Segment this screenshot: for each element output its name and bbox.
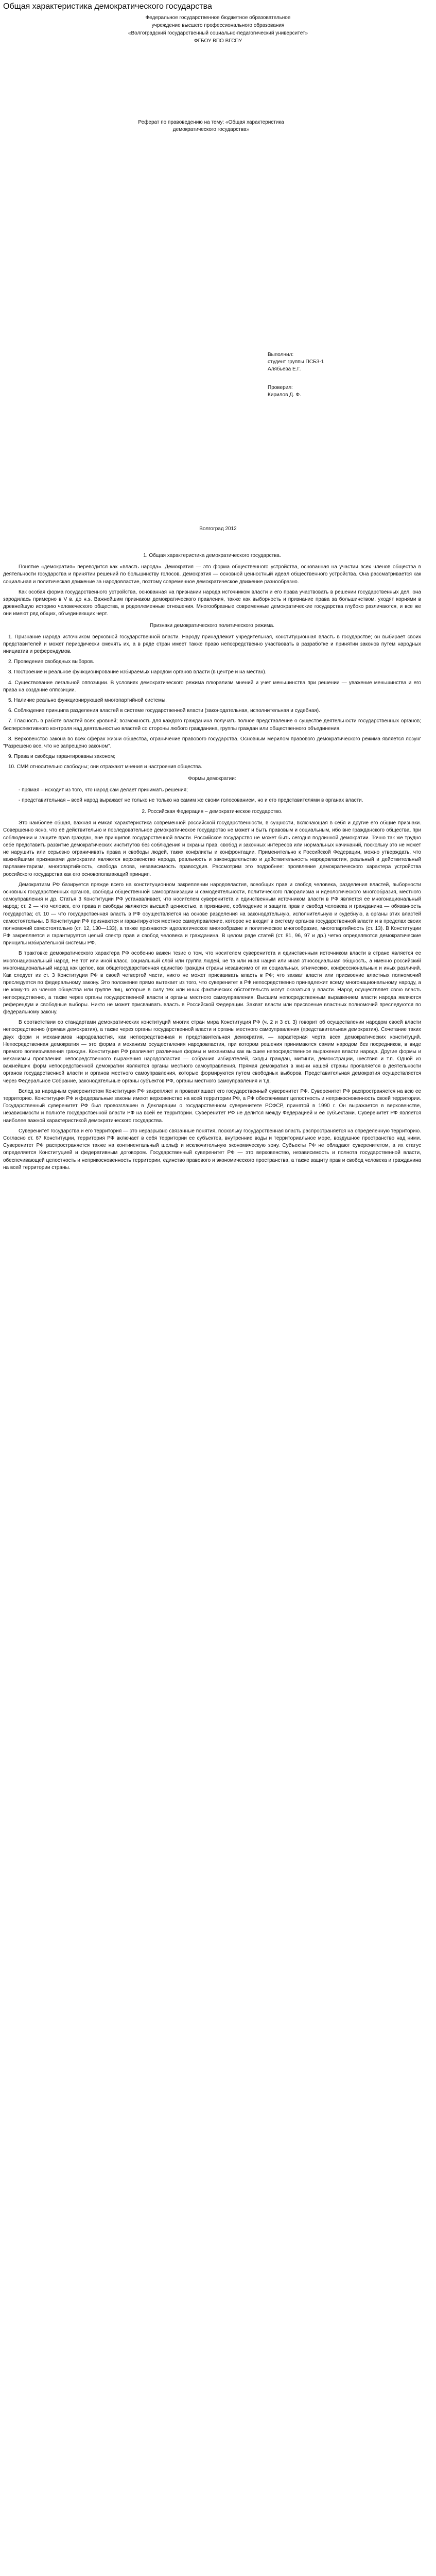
- paragraph: Вслед за народным суверенитетом Конституция РФ закрепляет и провозглашает его государственный суверенитет РФ. Суверенитет РФ распространяется на всю ее территорию. Конституция РФ и федеральные законы имеют верховенство на всей территории РФ, а РФ обеспечивает целостность и неприкосновенность своей территории. Государственный суверенитет РФ был провозглашен в Декларации о государственном суверенитете РСФСР, принятой в 1990 г. Он выражается в верховенстве, независимости и полноте государственной власти РФ на всей ее территории. Суверенитет РФ не делится между Федерацией и ее субъектами. Суверенитет РФ является наиболее важной характеристикой демократического государства.: [3, 1088, 421, 1124]
- header-line: «Волгоградский государственный социально-педагогический университет»: [128, 30, 308, 36]
- list-item: 7. Гласность в работе властей всех уровней; возможность для каждого гражданина получать полное представление о существе деятельности государственных органов; бесперспективного контроля над деятельностью властей со стороны любого гражданина, группы граждан или общественного объединения.: [3, 718, 421, 732]
- list-item: 3. Построение и реальное функционирование избираемых народом органов власти (в центре и на местах).: [8, 669, 267, 675]
- paragraph: Это наиболее общая, важная и емкая характеристика современной российской государственности, в сущности, включающая в себя и другие его общие признаки. Совершенно ясно, что её действительно и последовательное демократическое государство не может и быть правовым и социальным, ибо вне гражданского общества, при соблюдении и защите прав граждан, вне принципов государственной власти. Российское государство не может быть сегодня подлинной демократии. Точно так же трудно себе представить развитие демократических институтов без соблюдения и охраны прав, свобод и законных интересов или нормальных начинаний, поскольку это не может не нарушить или серьезно ограничивать права и свободы людей, таких конфликты и конфронтации. Применительно к Российской Федерации, можно утверждать, что важнейшими признаками демократии являются верховенство народа, реальность и законодательство и действительность народовластия, реальный и действительный парламентаризм, многопартийность, свобода слова, независимость правосудия. Рассмотрим это подробнее: проявление демократического характера устройства российского государства как его основополагающий принцип.: [3, 820, 421, 877]
- header-line: учреждение высшего профессионального образования: [151, 23, 285, 28]
- list-item: 9. Права и свободы гарантированы законом;: [8, 754, 116, 760]
- list-item: 2. Проведение свободных выборов.: [8, 659, 94, 665]
- performer-group: студент группы ПСБЗ-1: [268, 359, 324, 365]
- list-item: 6. Соблюдение принципа разделения властей в системе государственной власти (законодательная, исполнительная и судебная).: [8, 708, 320, 714]
- section-heading: Формы демократии:: [188, 775, 236, 782]
- list-item: 4. Существование легальной оппозиции. В условиях демократического режима плюрализм мнений и учет меньшинства при решении — уважение меньшинства и его права на создание оппозиции.: [3, 680, 421, 693]
- document-title: Общая характеристика демократического государства: [3, 2, 212, 11]
- checker-block: [268, 384, 301, 399]
- section-heading: 1. Общая характеристика демократического государства.: [143, 553, 281, 558]
- paragraph: Как особая форма государственного устройства, основанная на признании народа источником власти и его права участвовать в решении государственных дел, она зародилась примерно в V в. до н.э. Важнейшим признаком демократического правления, также как выборность и признание права за большинством, уходят корнями в древнейшую историю человеческого общества, в родоплеменные отношения. Многообразные современные демократические государства глубоко различаются, и все же они имеют ряд общих, объединяющих черт.: [3, 589, 421, 617]
- checker-name: Кирилов Д. Ф.: [268, 392, 301, 398]
- paragraph: Понятие «демократия» переводится как «власть народа». Демократия — это форма общественного устройства, основанная на участии всех членов общества в деятельности государства и принятии решений по большинству голосов. Демократия — основной ценностный идеал общественного устройства. Она рассматривается как социальная и политическая движение за народовластие, поэтому современное демократическое движение разнообразно.: [3, 564, 421, 585]
- body-text: [3, 548, 421, 1175]
- paragraph: - прямая – исходит из того, что народ сам делает принимать решения;: [19, 787, 188, 793]
- header-line: Федеральное государственное бюджетное образовательное: [145, 15, 291, 21]
- institution-header: [0, 14, 436, 45]
- section-heading: 2. Российская Федерация – демократическое государство.: [142, 809, 283, 815]
- paragraph: Демократизм РФ базируется прежде всего на конституционном закреплении народовластия, всеобщих прав и свобод человека, разделения властей, выборности основных государственных органов, свободы общественной самоорганизации и самодеятельности, политического плюрализма и идеологического многообразия, местного самоуправления и др. Статья 3 Конституции РФ устанавливает, что носителем суверенитета и единственным источником власти в РФ является ее многонациональный народ; ст. 2 — что человек, его права и свободы являются высшей ценностью, а признание, соблюдение и защита прав и свобод человека и гражданина — обязанность государства; ст. 10 — что государственная власть в РФ осуществляется на основе разделения на законодательную, исполнительную и судебную, а органы этих властей самостоятельны. В Конституции РФ признаются и гарантируются местное самоуправление, которое не входит в систему органов государственной власти и в пределах своих полномочий самостоятельно (ст. 12, 130—133), а также признаются идеологическое многообразие и политическое многообразие, многопартийность (ст. 13). В Конституции РФ закрепляется и гарантируется целый спектр прав и свобод человека и гражданина. В целом ряде статей (ст. 81, 96, 97 и др.) четко определяются демократические принципы избирательной системы РФ.: [3, 882, 421, 946]
- performer-block: [268, 351, 324, 373]
- paragraph: В соответствии со стандартами демократических конституций многих стран мира Конституция РФ (ч. 2 и 3 ст. 3) говорит об осуществлении народом своей власти непосредственно (прямая демократия), а также через органы государственной власти и органы местного самоуправления (представительная демократия). Сочетание таких двух форм и механизмов народовластия, как непосредственная и представительная демократия, — характерная черта всех демократических конституций. Непосредственная демократия — это форма и механизм осуществления народовластия, при котором решения принимаются самим народом без посредников, в виде прямого волеизъявления граждан. Конституция РФ различает различные формы и механизмы как высшее непосредственное выражение власти народа. Другие формы и механизмы проявления непосредственного выражения народовластия — собрания избирателей, сходы граждан, митинги, демонстрации, шествия и т.п. Одной из важнейших форм непосредственной демократии являются органы местного самоуправления. Прямая демократия в жизни нашей страны проявляется в деятельности органов государственной власти и органов местного самоуправления, которые формируются путем свободных выборов. Представительная демократия осуществляется через Федеральное Собрание, законодательные органы субъектов РФ, органы местного самоуправления и т.д.: [3, 1020, 421, 1084]
- header-line: ФГБОУ ВПО ВГСПУ: [194, 38, 242, 44]
- performer-label: Выполнил:: [268, 352, 294, 358]
- checker-label: Проверил:: [268, 385, 293, 391]
- report-topic: Реферат по правоведению на тему: «Общая характеристика демократического государства»: [138, 120, 284, 132]
- list-item: 10. СМИ относительно свободны; они отражают мнения и настроения общества.: [8, 764, 202, 770]
- paragraph: Суверенитет государства и его территория — это неразрывно связанные понятия, поскольку государственная власть распространяется на определенную территорию. Согласно ст. 67 Конституции, территория РФ включает в себя территории ее субъектов, внутренние воды и территориальное море, воздушное пространство над ними. Суверенитет РФ распространяется также на континентальный шельф и исключительную экономическую зону. Субъекты РФ не обладают суверенитетом, а их статус определяется Конституцией и федеративным договором. Государственный суверенитет РФ — это верховенство, независимость и полнота государственной власти, обеспечивающей целостность и неприкосновенность территории, единство правового и экономического пространства, а также защиту прав и свобод человека и гражданина на всей территории страны.: [3, 1128, 421, 1171]
- paragraph: В трактовке демократического характера РФ особенно важен тезис о том, что носителем суверенитета и единственным источником власти в стране является ее многонациональный народ. Не тот или иной класс, социальный слой или группа людей, не та или иная нация или иная этносоциальная общность, а именно российский многонациональный народ как целое, как общегосударственная единство граждан страны независимо от их социальных, этнических, конфессиональных и иных различий. Как следует из ст. 3 Конституции РФ в своей четвертой части, никто не может присваивать власть в РФ; что захват власти или присвоение властных полномочий преследуется по федеральному закону. Это положение прямо вытекает из того, что суверенитет в РФ непосредственно принадлежит всему многонациональному народу, а не кому-то из членов общества или группе лиц, которые в силу тех или иных фактических обстоятельств могут оказаться у власти. Народ осуществляет свою власть непосредственно, а также через органы государственной власти и органы местного самоуправления. Высшим непосредственным выражением власти народа являются референдум и свободные выборы. Никто не может присваивать власть в Российской Федерации. Захват власти или присвоение властных полномочий преследуются по федеральному закону.: [3, 951, 421, 1015]
- list-item: 8. Верховенство закона во всех сферах жизни общества, ограничение правового государства. Основным мерилом правового демократического режима является лозунг "Разрешено все, что не запрещено законом".: [3, 736, 421, 749]
- section-heading: Признаки демократического политического режима.: [149, 622, 275, 629]
- performer-name: Алябьева Е.Г.: [268, 366, 301, 372]
- list-item: 1. Признание народа источником верховной государственной власти. Народу принадлежит учредительная, конституционная власть в государстве; он выбирает своих представителей и может периодически сменять их, а в ряде стран имеет также право непосредственно участвовать в разработке и принятии законов путем народных инициатив и референдумов.: [3, 634, 421, 655]
- paragraph: - представительная – всей народ выражает не только не только на самим же своим голосованием, но и его представителями в органах власти.: [19, 797, 363, 803]
- list-item: 5. Наличие реально функционирующей многопартийной системы.: [8, 698, 167, 703]
- city-year: Волгоград 2012: [199, 526, 237, 532]
